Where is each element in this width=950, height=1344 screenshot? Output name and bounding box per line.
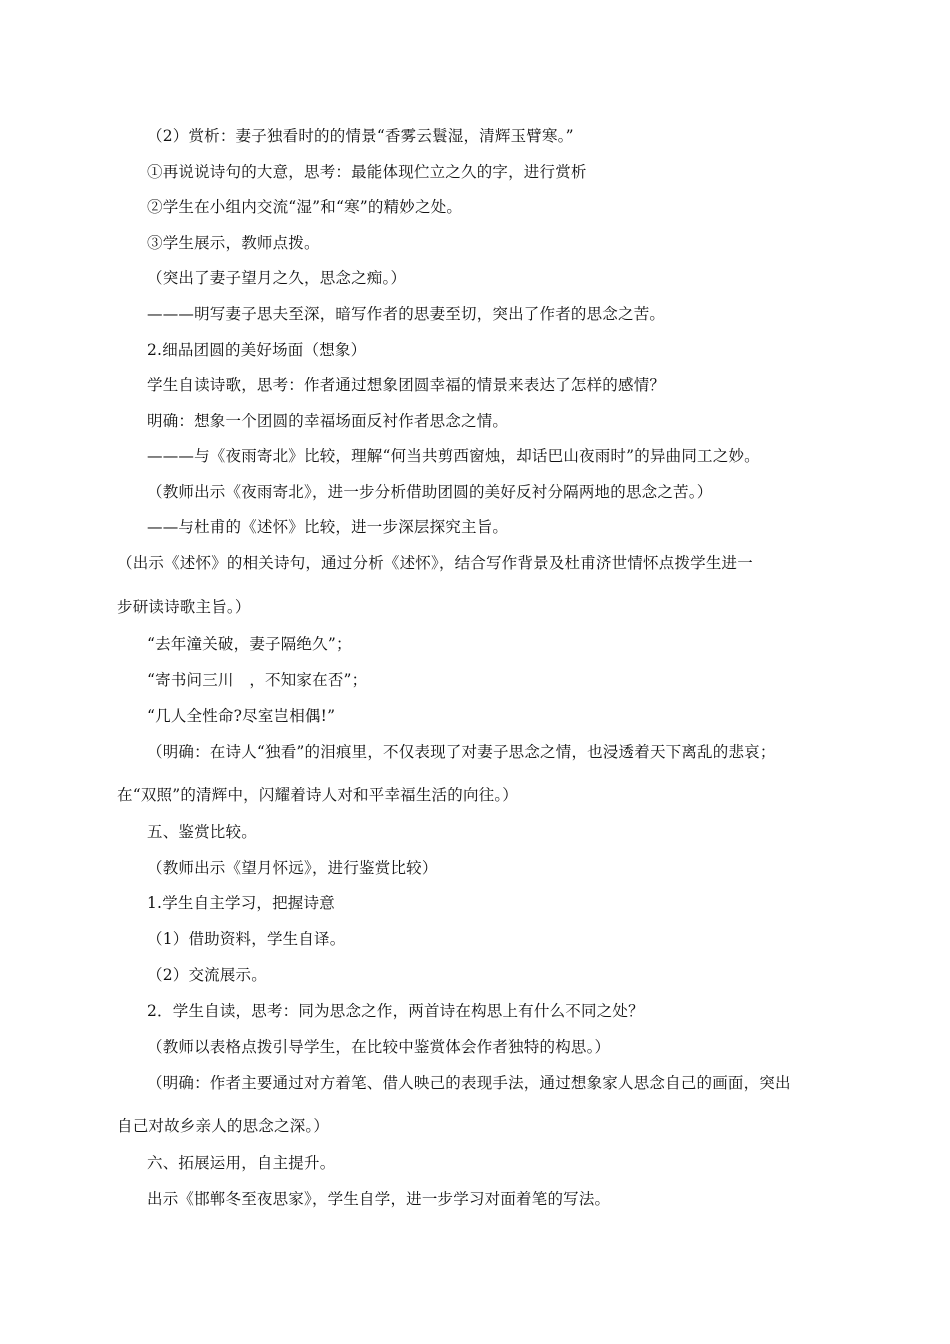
line-note-longing: （突出了妻子望月之久，思念之痴。） [147, 269, 407, 287]
line-clarify-3: （明确：作者主要通过对方着笔、借人映己的表现手法，通过想象家人思念自己的画面，突出 [147, 1074, 791, 1092]
line-poem-1: “去年潼关破，妻子隔绝久”； [147, 635, 352, 653]
line-item-1-a: （1）借助资料，学生自译。 [147, 930, 346, 948]
line-item-1: 1.学生自主学习，把握诗意 [147, 894, 335, 912]
line-clarify-2-cont: 在“双照”的清辉中，闪耀着诗人对和平幸福生活的向往。） [117, 786, 518, 804]
line-appreciation-heading: （2）赏析：妻子独看时的的情景“香雾云鬟湿，清辉玉臂寒。” [147, 127, 574, 145]
line-item-1-b: （2）交流展示。 [147, 966, 267, 984]
line-compare-1: ———与《夜雨寄北》比较，理解“何当共剪西窗烛，却话巴山夜雨时”的异曲同工之妙。 [147, 447, 760, 465]
line-student-read: 学生自读诗歌，思考：作者通过想象团圆幸福的情景来表达了怎样的感情？ [147, 376, 666, 394]
line-show-shuhuai-cont: 步研读诗歌主旨。） [117, 598, 251, 616]
line-section-2: 2.细品团圆的美好场面（想象） [147, 341, 367, 359]
line-step-2: ②学生在小组内交流“湿”和“寒”的精妙之处。 [147, 198, 463, 216]
line-clarify-2: （明确：在诗人“独看”的泪痕里，不仅表现了对妻子思念之情，也浸透着天下离乱的悲哀； [147, 743, 776, 761]
line-show-shuhuai: （出示《述怀》的相关诗句，通过分析《述怀》，结合写作背景及杜甫济世情怀点拨学生进一 [117, 554, 753, 572]
line-compare-2: ——与杜甫的《述怀》比较，进一步深层探究主旨。 [147, 518, 509, 536]
line-clarify-1: 明确：想象一个团圆的幸福场面反衬作者思念之情。 [147, 412, 509, 430]
line-step-3: ③学生展示，教师点拨。 [147, 234, 320, 252]
line-handan: 出示《邯郸冬至夜思家》，学生自学，进一步学习对面着笔的写法。 [147, 1190, 611, 1208]
line-teacher-show-2: （教师出示《望月怀远》，进行鉴赏比较） [147, 859, 438, 877]
line-teacher-show-1: （教师出示《夜雨寄北》，进一步分析借助团圆的美好反衬分隔两地的思念之苦。） [147, 483, 713, 501]
line-item-2: 2．学生自读，思考：同为思念之作，两首诗在构思上有什么不同之处？ [147, 1002, 644, 1020]
line-section-six: 六、拓展运用，自主提升。 [147, 1154, 336, 1172]
line-section-five: 五、鉴赏比较。 [147, 823, 257, 841]
line-teacher-table: （教师以表格点拨引导学生，在比较中鉴赏体会作者独特的构思。） [147, 1038, 611, 1056]
line-step-1: ①再说说诗句的大意，思考：最能体现伫立之久的字，进行赏析 [147, 163, 587, 181]
line-clarify-3-cont: 自己对故乡亲人的思念之深。） [117, 1117, 330, 1135]
line-summary-1: ———明写妻子思夫至深，暗写作者的思妻至切，突出了作者的思念之苦。 [147, 305, 666, 323]
line-poem-3: “几人全性命?尽室岂相偶!” [147, 707, 336, 725]
line-poem-2: “寄书问三川 ，不知家在否”； [147, 671, 368, 689]
